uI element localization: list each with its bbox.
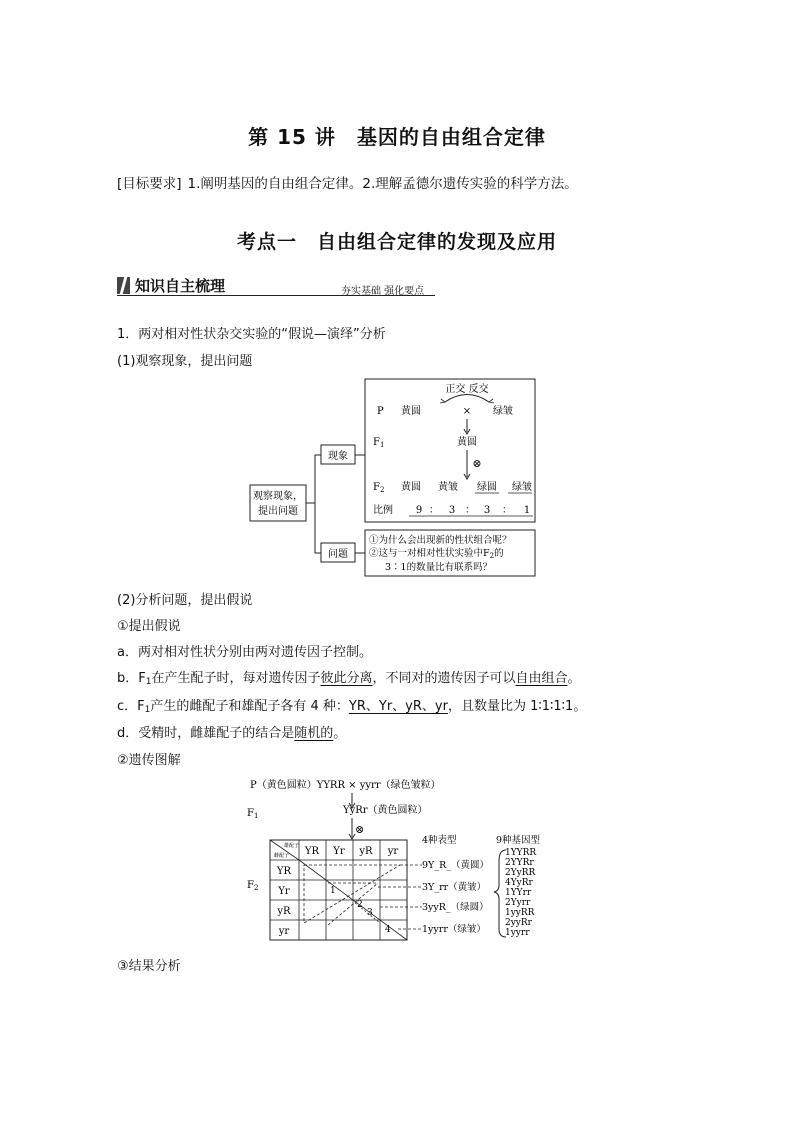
learning-goal: [117, 172, 578, 192]
corner-bottom: 雌配子: [274, 853, 290, 859]
text: 。: [567, 671, 581, 686]
phenomenon-panel: [365, 379, 535, 522]
bar-marker-icon: [117, 277, 130, 294]
paragraph-c: [117, 695, 586, 715]
branch-lines: [306, 455, 321, 553]
ratio-sep: ：: [429, 505, 439, 516]
row-header: yr: [278, 926, 290, 937]
cell-mark: 1: [330, 886, 336, 896]
f1-label: $F_1$: [247, 808, 259, 820]
genetic-diagram: [240, 773, 560, 945]
cross-arc: [445, 395, 489, 403]
text: d．受精时，雌雄配子的结合是: [117, 726, 295, 741]
text: 产生的雌配子和雄配子各有 4 种：: [150, 699, 349, 714]
goal-text: 1.阐明基因的自由组合定律。2.理解孟德尔遗传实验的科学方法。: [187, 176, 578, 192]
f1-value: 黄圆: [457, 437, 477, 448]
ratio-value: 3: [483, 505, 491, 516]
corner-top: 雄配子: [284, 843, 300, 849]
lesson-title: 第 15 讲 基因的自由组合定律: [248, 125, 546, 149]
text: ，且数量比为 1∶1∶1∶1。: [447, 699, 587, 714]
genotype: 2YYRr: [505, 858, 534, 868]
phenotype: 9Y_R_（黄圆）: [422, 860, 489, 871]
text: ，不同对的遗传因子可以: [372, 671, 516, 686]
f2-value: 绿皱: [512, 482, 532, 493]
genotype: 1YYRR: [505, 848, 537, 858]
p-left: 黄圆: [401, 406, 421, 417]
col-header: yr: [387, 846, 399, 857]
f2-value: 黄皱: [438, 482, 458, 493]
question-2: ②这与一对相对性状实验中$F_2$的: [369, 548, 504, 560]
f1-label: $F_1$: [373, 437, 385, 449]
ratio-sep: ：: [502, 505, 512, 516]
p-label: P: [377, 406, 384, 417]
question-1: ①为什么会出现新的性状组合呢？: [369, 535, 512, 546]
underlined-answer: 随机的: [294, 726, 334, 741]
text: c．F: [117, 699, 145, 714]
row-header: Yr: [278, 886, 290, 897]
genotype: 1yyRR: [505, 908, 535, 918]
phenotype-title: 4种表型: [422, 835, 457, 846]
ratio-value: 3: [448, 505, 456, 516]
question-3: 3∶1的数量比有联系吗？: [385, 562, 493, 573]
subscript: 1: [144, 705, 151, 715]
paragraph-b: [117, 667, 581, 687]
paragraph-analyze: (2)分析问题，提出假说: [117, 593, 253, 608]
paragraph-1: 1．两对相对性状杂交实验的“假说—演绎”分析: [117, 327, 386, 342]
cell-mark: 2: [357, 900, 363, 910]
col-header: YR: [304, 846, 320, 857]
underlined-answer: YR、Yr、yR、yr: [348, 699, 448, 714]
genotype: 1YYrr: [505, 888, 532, 898]
knowledge-bar-label: 知识自主梳理: [135, 277, 226, 295]
col-header: yR: [359, 846, 373, 857]
f2-value: 绿圆: [477, 482, 497, 493]
f2-label: $F_2$: [373, 482, 385, 494]
text: 在产生配子时，每对遗传因子: [151, 671, 321, 686]
text: b．F: [117, 671, 146, 686]
selfing-icon: ⊗: [472, 457, 482, 470]
paragraph-d: [117, 722, 346, 741]
root-line-2: 提出问题: [258, 506, 298, 517]
f2-label: $F_2$: [247, 880, 259, 892]
genotype-title: 9种基因型: [496, 835, 541, 846]
leader-lines: [378, 865, 422, 929]
selfing-icon: ⊗: [355, 823, 365, 836]
subscript: 1: [145, 677, 152, 687]
genotype: 4YyRr: [505, 878, 533, 888]
paragraph-diagram: ②遗传图解: [117, 753, 181, 768]
row-header: yR: [277, 906, 291, 917]
genotype: 2YyRR: [505, 868, 536, 878]
underlined-answer: 自由组合: [515, 671, 568, 686]
paragraph-hypothesis: ①提出假说: [117, 619, 181, 634]
phenomenon-label: 现象: [328, 451, 348, 462]
ratio-value: 1: [523, 505, 531, 516]
f1-value: YyRr（黄色圆粒）: [343, 805, 428, 816]
cell-mark: 4: [385, 925, 391, 935]
ratio-sep: ：: [465, 505, 475, 516]
section-heading: 考点一 自由组合定律的发现及应用: [236, 231, 557, 253]
genotype: 2yyRr: [505, 918, 532, 928]
knowledge-bar-subtitle: 夯实基础 强化要点: [341, 286, 425, 297]
observation-diagram: [245, 377, 540, 579]
ratio-label: 比例: [373, 505, 393, 516]
phenotype: 3Y_rr（黄皱）: [422, 882, 487, 893]
paragraph-observe: (1)观察现象，提出问题: [117, 354, 253, 369]
col-header: Yr: [333, 846, 345, 857]
phenotype: 1yyrr（绿皱）: [422, 924, 486, 935]
cross-sign: ×: [462, 406, 472, 417]
paragraph-result: ③结果分析: [117, 959, 181, 974]
row-header: YR: [276, 866, 292, 877]
phenotype: 3yyR_（绿圆）: [422, 902, 489, 913]
genotype: 1yyrr: [505, 928, 530, 938]
text: 。: [333, 726, 347, 741]
knowledge-bar: [117, 274, 435, 296]
ratio-value: 9: [415, 505, 423, 516]
underlined-answer: 彼此分离: [320, 671, 373, 686]
paragraph-a: a．两对相对性状分别由两对遗传因子控制。: [117, 645, 372, 660]
root-line-1: 观察现象，: [253, 491, 303, 502]
reciprocal-label: 正交 反交: [445, 384, 489, 395]
p-line: P（黄色圆粒）YYRR × yyrr（绿色皱粒）: [250, 780, 441, 791]
cell-mark: 3: [367, 908, 373, 918]
knowledge-bar-rule: [117, 295, 435, 296]
question-label: 问题: [328, 549, 348, 560]
f2-value: 黄圆: [401, 482, 421, 493]
goal-label: [目标要求]: [117, 176, 182, 192]
genotype: 2Yyrr: [505, 898, 531, 908]
p-right: 绿皱: [493, 406, 513, 417]
